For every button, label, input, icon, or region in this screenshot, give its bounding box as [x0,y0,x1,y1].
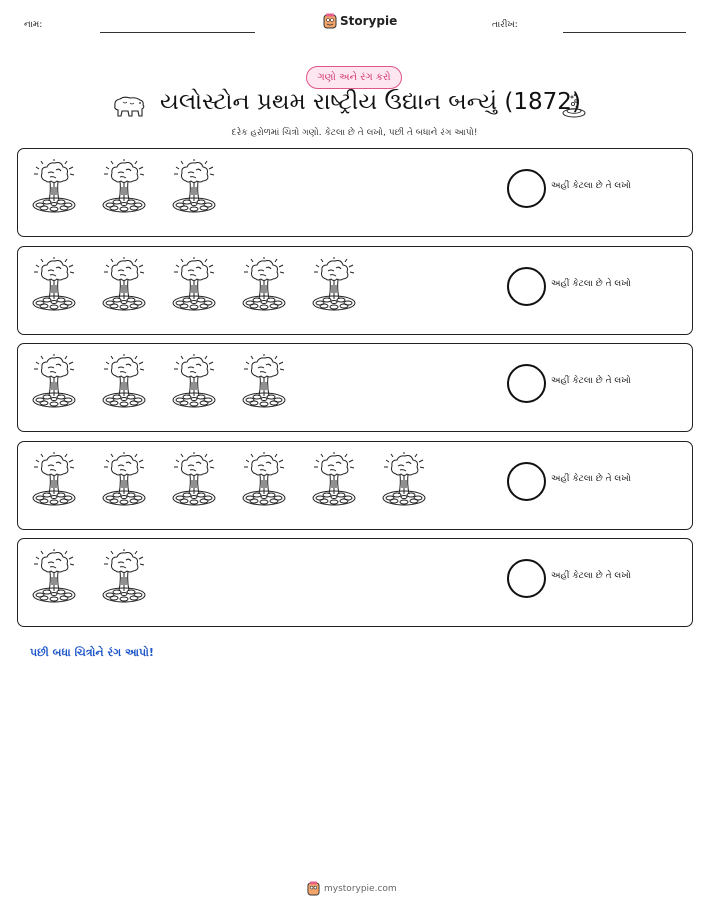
geyser-icon [170,452,218,508]
geyser-icon [100,257,148,313]
geyser-icon [100,159,148,215]
geyser-icon [310,257,358,313]
geyser-icon [30,549,78,605]
geyser-icon [240,452,288,508]
geyser-icon [30,354,78,410]
bear-icon [112,92,146,118]
geyser-group [30,159,218,215]
geyser-icon [100,452,148,508]
geyser-icon [100,354,148,410]
answer-circle[interactable] [507,364,546,403]
geyser-icon [30,159,78,215]
geyser-icon [30,257,78,313]
name-field[interactable] [100,32,255,33]
storypie-logo-icon [307,881,320,896]
page-title: યલોસ્ટોન પ્રથમ રાષ્ટ્રીય ઉદ્યાન બન્યું (1872) [160,89,581,115]
answer-prompt: અહીં કેટલા છે તે લખો [551,279,631,289]
count-and-color-badge: ગણો અને રંગ કરો [306,66,402,89]
footer-instruction: પછી બધા ચિત્રોને રંગ આપો! [30,646,154,659]
counting-row [17,441,693,530]
geyser-icon [240,354,288,410]
counting-row [17,538,693,627]
geyser-icon [170,354,218,410]
answer-prompt: અહીં કેટલા છે તે લખો [551,181,631,191]
answer-prompt: અહીં કેટલા છે તે લખો [551,474,631,484]
counting-row [17,148,693,237]
site-url: mystorypie.com [324,883,397,894]
geyser-group [30,549,148,605]
counting-row [17,343,693,432]
date-field[interactable] [563,32,686,33]
brand-name: Storypie [340,14,398,28]
answer-prompt: અહીં કેટલા છે તે લખો [551,571,631,581]
hot-spring-icon [561,92,587,120]
geyser-group [30,257,358,313]
storypie-logo [323,13,397,29]
answer-circle[interactable] [507,462,546,501]
geyser-group [30,354,288,410]
geyser-icon [310,452,358,508]
geyser-icon [170,257,218,313]
geyser-icon [30,452,78,508]
geyser-icon [240,257,288,313]
geyser-icon [380,452,428,508]
geyser-group [30,452,428,508]
date-label: તારીખ: [492,20,518,30]
answer-circle[interactable] [507,267,546,306]
site-footer [307,881,397,896]
name-label: નામ: [24,20,43,30]
geyser-icon [170,159,218,215]
storypie-logo-icon [323,13,337,29]
answer-circle[interactable] [507,169,546,208]
counting-row [17,246,693,335]
geyser-icon [100,549,148,605]
instructions: દરેક હરોળમાં ચિત્રો ગણો. કેટલા છે તે લખો, પછી તે બધાને રંગ આપો! [231,128,478,138]
answer-prompt: અહીં કેટલા છે તે લખો [551,376,631,386]
answer-circle[interactable] [507,559,546,598]
